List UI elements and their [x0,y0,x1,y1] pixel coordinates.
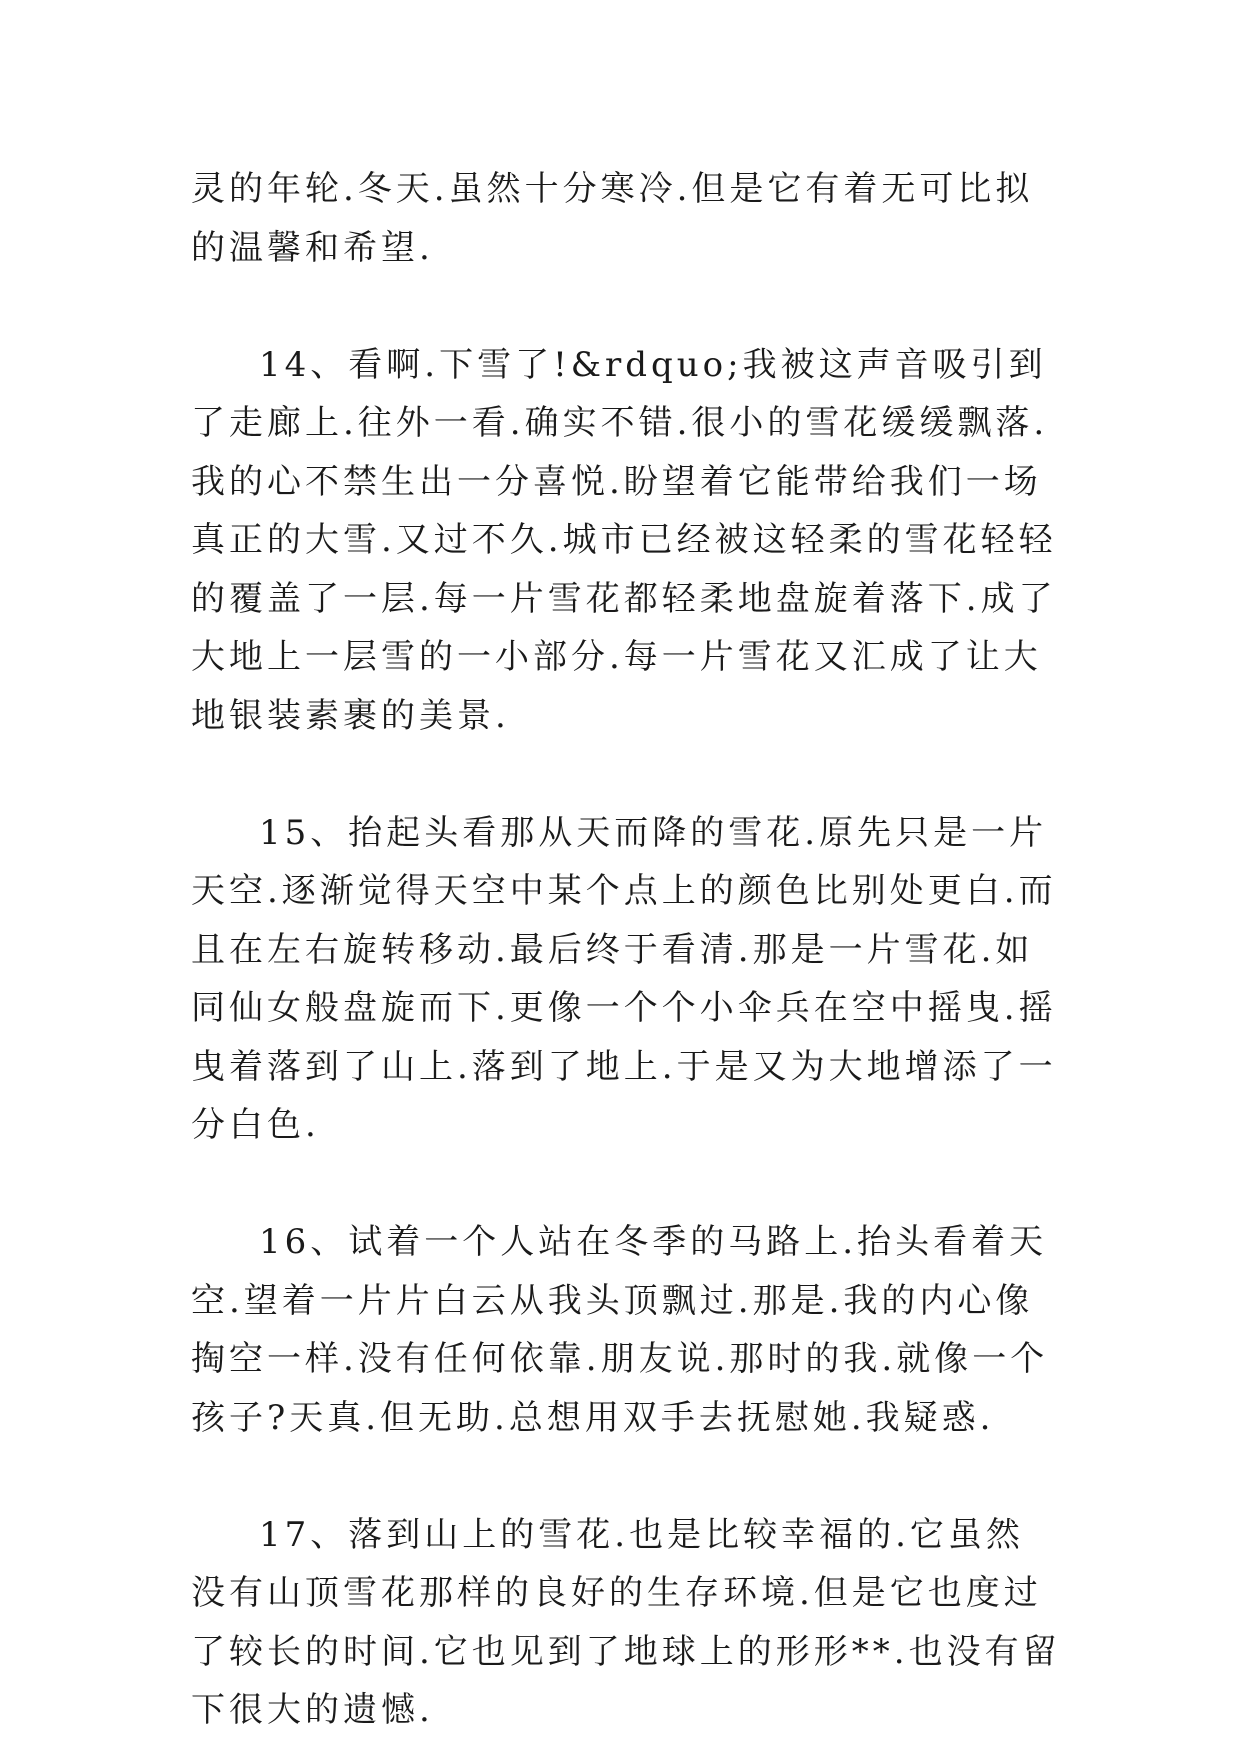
paragraph-16: 16、试着一个人站在冬季的马路上.抬头看着天空.望着一片片白云从我头顶飘过.那是.我的内心像掏空一样.没有任何依靠.朋友说.那时的我.就像一个孩子?天真.但无助.总想用双手去抚慰她.我疑惑. [191,1222,1049,1438]
paragraph-17: 17、落到山上的雪花.也是比较幸福的.它虽然没有山顶雪花那样的良好的生存环境.但是它也度过了较长的时间.它也见到了地球上的形形**.也没有留下很大的遗憾. [191,1514,1061,1730]
paragraph-15: 15、抬起头看那从天而降的雪花.原先只是一片天空.逐渐觉得天空中某个点上的颜色比别处更白.而且在左右旋转移动.最后终于看清.那是一片雪花.如同仙女般盘旋而下.更像一个个小伞兵在空中摇曳.摇曳着落到了山上.落到了地上.于是又为大地增添了一分白色. [191,812,1057,1145]
paragraph-continuation: 灵的年轮.冬天.虽然十分寒冷.但是它有着无可比拟的温馨和希望. [191,169,1034,268]
document-body [191,160,1061,1740]
paragraph-14: 14、看啊.下雪了!&rdquo;我被这声音吸引到了走廊上.往外一看.确实不错.很小的雪花缓缓飘落.我的心不禁生出一分喜悦.盼望着它能带给我们一场真正的大雪.又过不久.城市已经被这轻柔的雪花轻轻的覆盖了一层.每一片雪花都轻柔地盘旋着落下.成了大地上一层雪的一小部分.每一片雪花又汇成了让大地银装素裹的美景. [191,344,1057,736]
